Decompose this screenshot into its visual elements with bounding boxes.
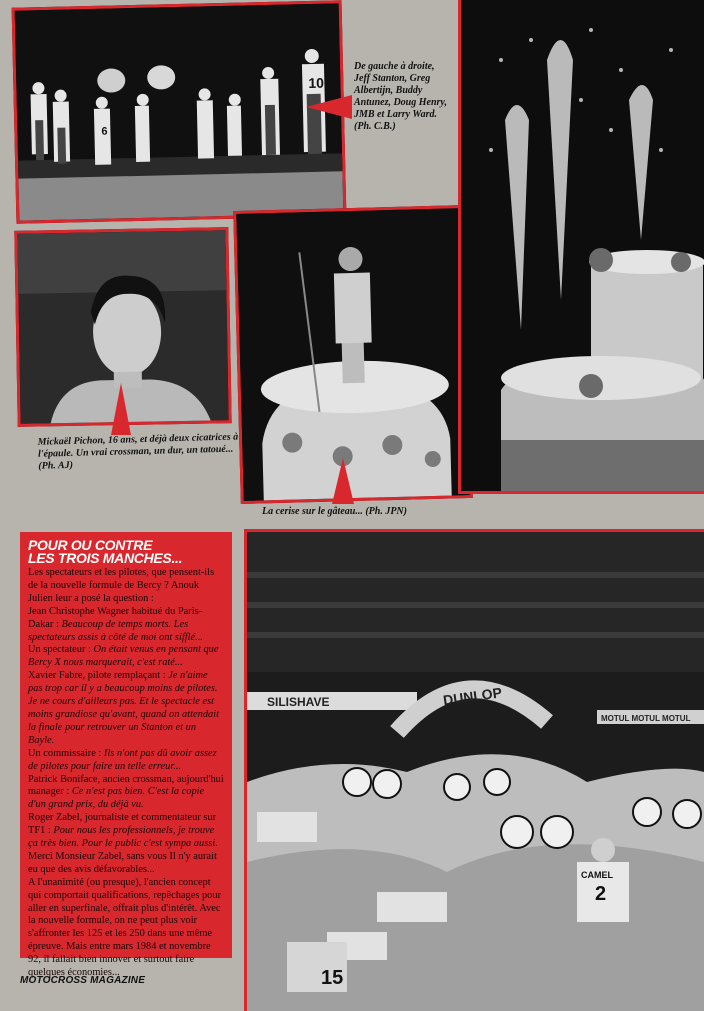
- rider-number: 2: [595, 883, 607, 905]
- article-closing-2: A l'unanimité (ou presque), l'ancien concept qui comportait qualifications, repêchages pour aller en superfinale, offrait plus d'intérêt. Avec la nouvelle formule, on ne peut plus voir s'affronter les 125 et les 250 dans une même épreuve. Mais entre mars 1984 et novembre 92, il fallait bien innover et surtout faire quelques économies...: [28, 876, 222, 979]
- rider-number-2: 15: [321, 967, 344, 989]
- ad-silishave: SILISHAVE: [267, 695, 330, 709]
- pichon-caption-arrow: [111, 383, 131, 435]
- race-photo: [244, 529, 704, 1011]
- ad-motul: MOTUL MOTUL MOTUL: [601, 714, 691, 723]
- rider-sponsor: CAMEL: [581, 870, 613, 880]
- quote-item: Un commissaire : Ils n'ont pas dû avoir assez de pilotes pour faire un telle erreur...: [28, 747, 217, 772]
- cake-caption-arrow: [332, 458, 354, 504]
- article-title-line1: POUR OU CONTRE: [28, 537, 153, 553]
- quote-item: Jean Christophe Wagner habitué du Paris-Dakar : Beaucoup de temps morts. Les spectateurs assis à côté de moi ont sifflé...: [28, 605, 203, 643]
- magazine-footer: MOTOCROSS MAGAZINE: [20, 975, 146, 986]
- svg-text:10: 10: [308, 74, 325, 92]
- podium-caption: De gauche à droite, Jeff Stanton, Greg Albertijn, Buddy Antunez, Doug Henry, JMB et Larry Ward. (Ph. C.B.): [354, 61, 447, 132]
- article-intro: Les spectateurs et les pilotes, que pensent-ils de la nouvelle formule de Bercy ? Anouk Julien leur a posé la question :: [28, 567, 215, 604]
- cake-caption: La cerise sur le gâteau... (Ph. JPN): [262, 506, 407, 517]
- quote-item: Xavier Fabre, pilote remplaçant : Je n'aime pas trop car il y a beaucoup moins de pilotes. Je ne cours d'ailleurs pas. Et le spectacle est moins grandiose qu'avant, quand on attendait la finale pour retrouver un Stanton et un Bayle.: [28, 670, 219, 746]
- article-sidebar: [20, 532, 232, 979]
- quote-item: Patrick Boniface, ancien crossman, aujourd'hui manager : Ce n'est pas bien. C'est la copie d'un grand prix, du déjà vu.: [28, 773, 224, 811]
- pichon-caption: Mickaël Pichon, 16 ans, et déjà deux cicatrices à l'épaule. Un vrai crossman, un dur, un tatoué... (Ph. AJ): [37, 431, 239, 472]
- fireworks-cake-photo: [458, 0, 704, 494]
- article-title-line2: LES TROIS MANCHES...: [28, 550, 183, 566]
- quote-item: Un spectateur : On était venus en pensant que Bercy X nous marquerait, c'est raté...: [28, 644, 219, 669]
- quote-item: Roger Zabel, journaliste et commentateur sur TF1 : Pour nous les professionnels, je trouve ça très bien. Pour le public c'est sympa aussi.: [28, 812, 218, 850]
- dunlop-banner: DUNLOP: [442, 684, 503, 709]
- podium-photo: [12, 0, 347, 223]
- svg-text:6: 6: [101, 125, 108, 138]
- podium-caption-arrow: [306, 95, 352, 119]
- article-closing-1: Merci Monsieur Zabel, sans vous Il n'y aurait eu que des avis défavorables...: [28, 850, 217, 875]
- article-title: [28, 539, 224, 565]
